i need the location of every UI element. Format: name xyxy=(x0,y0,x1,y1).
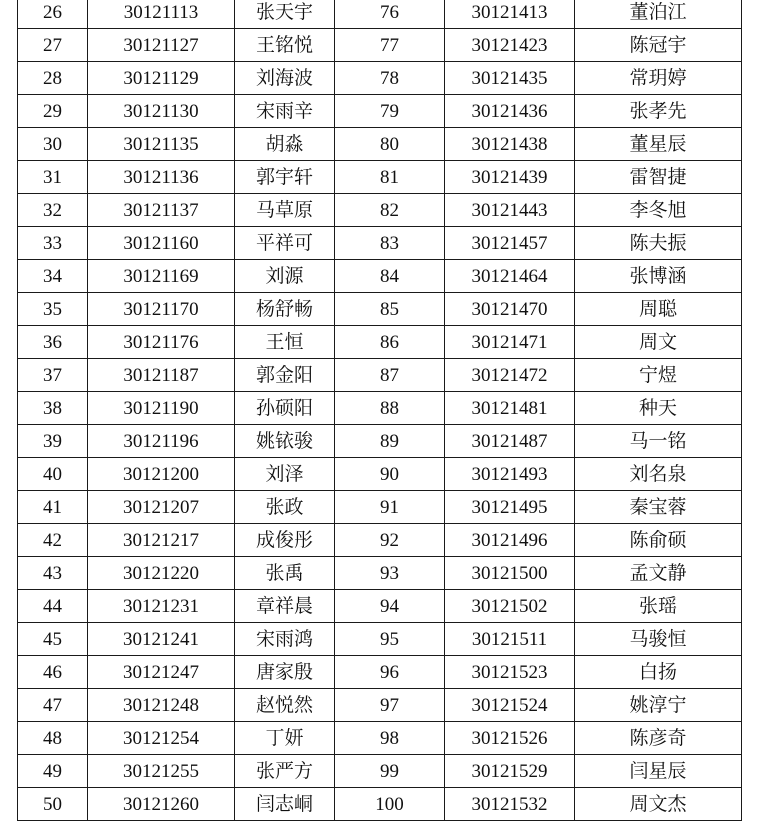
seq-number-cell: 99 xyxy=(335,755,445,788)
table-row xyxy=(18,194,742,227)
student-id-cell: 30121129 xyxy=(88,62,235,95)
student-name-cell: 秦宝蓉 xyxy=(575,491,742,524)
student-roster-table xyxy=(17,0,742,821)
student-name-cell: 陈夫振 xyxy=(575,227,742,260)
seq-number-cell: 29 xyxy=(18,95,88,128)
seq-number-cell: 90 xyxy=(335,458,445,491)
table-row xyxy=(18,491,742,524)
student-name-cell: 陈彦奇 xyxy=(575,722,742,755)
seq-number-cell: 97 xyxy=(335,689,445,722)
student-name-cell: 宋雨辛 xyxy=(235,95,335,128)
table-row xyxy=(18,689,742,722)
student-id-cell: 30121438 xyxy=(445,128,575,161)
student-name-cell: 张瑶 xyxy=(575,590,742,623)
seq-number-cell: 39 xyxy=(18,425,88,458)
student-name-cell: 马草原 xyxy=(235,194,335,227)
student-name-cell: 丁妍 xyxy=(235,722,335,755)
student-id-cell: 30121481 xyxy=(445,392,575,425)
table-row xyxy=(18,62,742,95)
seq-number-cell: 49 xyxy=(18,755,88,788)
student-id-cell: 30121511 xyxy=(445,623,575,656)
student-id-cell: 30121472 xyxy=(445,359,575,392)
roster-body xyxy=(18,0,742,821)
seq-number-cell: 43 xyxy=(18,557,88,590)
table-row xyxy=(18,29,742,62)
table-row xyxy=(18,755,742,788)
student-id-cell: 30121524 xyxy=(445,689,575,722)
student-id-cell: 30121260 xyxy=(88,788,235,821)
student-id-cell: 30121207 xyxy=(88,491,235,524)
student-name-cell: 种天 xyxy=(575,392,742,425)
student-name-cell: 刘海波 xyxy=(235,62,335,95)
student-id-cell: 30121471 xyxy=(445,326,575,359)
student-id-cell: 30121170 xyxy=(88,293,235,326)
seq-number-cell: 46 xyxy=(18,656,88,689)
student-id-cell: 30121169 xyxy=(88,260,235,293)
table-row xyxy=(18,95,742,128)
seq-number-cell: 45 xyxy=(18,623,88,656)
table-row xyxy=(18,788,742,821)
student-id-cell: 30121187 xyxy=(88,359,235,392)
student-name-cell: 张禹 xyxy=(235,557,335,590)
student-name-cell: 张孝先 xyxy=(575,95,742,128)
seq-number-cell: 78 xyxy=(335,62,445,95)
seq-number-cell: 33 xyxy=(18,227,88,260)
student-name-cell: 杨舒畅 xyxy=(235,293,335,326)
student-id-cell: 30121487 xyxy=(445,425,575,458)
student-id-cell: 30121439 xyxy=(445,161,575,194)
seq-number-cell: 94 xyxy=(335,590,445,623)
student-name-cell: 成俊彤 xyxy=(235,524,335,557)
student-name-cell: 陈冠宇 xyxy=(575,29,742,62)
student-id-cell: 30121470 xyxy=(445,293,575,326)
student-id-cell: 30121176 xyxy=(88,326,235,359)
student-name-cell: 张严方 xyxy=(235,755,335,788)
seq-number-cell: 42 xyxy=(18,524,88,557)
table-row xyxy=(18,458,742,491)
seq-number-cell: 30 xyxy=(18,128,88,161)
student-name-cell: 孟文静 xyxy=(575,557,742,590)
student-name-cell: 陈俞硕 xyxy=(575,524,742,557)
seq-number-cell: 82 xyxy=(335,194,445,227)
student-id-cell: 30121532 xyxy=(445,788,575,821)
student-id-cell: 30121241 xyxy=(88,623,235,656)
student-name-cell: 宋雨鸿 xyxy=(235,623,335,656)
seq-number-cell: 89 xyxy=(335,425,445,458)
student-id-cell: 30121231 xyxy=(88,590,235,623)
student-name-cell: 郭金阳 xyxy=(235,359,335,392)
student-name-cell: 马一铭 xyxy=(575,425,742,458)
table-row xyxy=(18,293,742,326)
student-name-cell: 孙硕阳 xyxy=(235,392,335,425)
student-id-cell: 30121137 xyxy=(88,194,235,227)
table-row xyxy=(18,161,742,194)
student-id-cell: 30121423 xyxy=(445,29,575,62)
student-name-cell: 常玥婷 xyxy=(575,62,742,95)
table-row xyxy=(18,425,742,458)
student-id-cell: 30121200 xyxy=(88,458,235,491)
seq-number-cell: 41 xyxy=(18,491,88,524)
table-row xyxy=(18,326,742,359)
seq-number-cell: 76 xyxy=(335,0,445,29)
student-id-cell: 30121493 xyxy=(445,458,575,491)
table-row xyxy=(18,590,742,623)
seq-number-cell: 40 xyxy=(18,458,88,491)
table-row xyxy=(18,227,742,260)
seq-number-cell: 28 xyxy=(18,62,88,95)
seq-number-cell: 44 xyxy=(18,590,88,623)
student-name-cell: 王恒 xyxy=(235,326,335,359)
seq-number-cell: 34 xyxy=(18,260,88,293)
seq-number-cell: 38 xyxy=(18,392,88,425)
seq-number-cell: 98 xyxy=(335,722,445,755)
student-id-cell: 30121130 xyxy=(88,95,235,128)
seq-number-cell: 83 xyxy=(335,227,445,260)
table-row xyxy=(18,260,742,293)
table-row xyxy=(18,722,742,755)
student-name-cell: 赵悦然 xyxy=(235,689,335,722)
student-id-cell: 30121220 xyxy=(88,557,235,590)
student-id-cell: 30121254 xyxy=(88,722,235,755)
student-id-cell: 30121464 xyxy=(445,260,575,293)
seq-number-cell: 84 xyxy=(335,260,445,293)
student-id-cell: 30121523 xyxy=(445,656,575,689)
seq-number-cell: 93 xyxy=(335,557,445,590)
student-id-cell: 30121496 xyxy=(445,524,575,557)
student-id-cell: 30121190 xyxy=(88,392,235,425)
student-id-cell: 30121248 xyxy=(88,689,235,722)
student-id-cell: 30121247 xyxy=(88,656,235,689)
seq-number-cell: 88 xyxy=(335,392,445,425)
table-row xyxy=(18,359,742,392)
student-id-cell: 30121196 xyxy=(88,425,235,458)
student-id-cell: 30121255 xyxy=(88,755,235,788)
seq-number-cell: 92 xyxy=(335,524,445,557)
student-name-cell: 董泊江 xyxy=(575,0,742,29)
student-id-cell: 30121500 xyxy=(445,557,575,590)
seq-number-cell: 27 xyxy=(18,29,88,62)
seq-number-cell: 50 xyxy=(18,788,88,821)
student-id-cell: 30121502 xyxy=(445,590,575,623)
student-id-cell: 30121457 xyxy=(445,227,575,260)
table-row xyxy=(18,392,742,425)
student-name-cell: 胡淼 xyxy=(235,128,335,161)
student-name-cell: 李冬旭 xyxy=(575,194,742,227)
student-name-cell: 周文杰 xyxy=(575,788,742,821)
student-name-cell: 王铭悦 xyxy=(235,29,335,62)
seq-number-cell: 31 xyxy=(18,161,88,194)
student-name-cell: 董星辰 xyxy=(575,128,742,161)
student-name-cell: 郭宇轩 xyxy=(235,161,335,194)
seq-number-cell: 79 xyxy=(335,95,445,128)
seq-number-cell: 80 xyxy=(335,128,445,161)
student-name-cell: 刘名泉 xyxy=(575,458,742,491)
seq-number-cell: 87 xyxy=(335,359,445,392)
table-row xyxy=(18,656,742,689)
seq-number-cell: 81 xyxy=(335,161,445,194)
seq-number-cell: 36 xyxy=(18,326,88,359)
student-name-cell: 张天宇 xyxy=(235,0,335,29)
student-id-cell: 30121413 xyxy=(445,0,575,29)
table-row xyxy=(18,0,742,29)
student-name-cell: 章祥晨 xyxy=(235,590,335,623)
seq-number-cell: 48 xyxy=(18,722,88,755)
student-name-cell: 白扬 xyxy=(575,656,742,689)
student-id-cell: 30121526 xyxy=(445,722,575,755)
student-name-cell: 周聪 xyxy=(575,293,742,326)
student-id-cell: 30121436 xyxy=(445,95,575,128)
student-name-cell: 雷智捷 xyxy=(575,161,742,194)
student-id-cell: 30121136 xyxy=(88,161,235,194)
seq-number-cell: 35 xyxy=(18,293,88,326)
table-row xyxy=(18,128,742,161)
seq-number-cell: 100 xyxy=(335,788,445,821)
student-id-cell: 30121113 xyxy=(88,0,235,29)
seq-number-cell: 96 xyxy=(335,656,445,689)
student-name-cell: 刘源 xyxy=(235,260,335,293)
seq-number-cell: 32 xyxy=(18,194,88,227)
student-name-cell: 刘泽 xyxy=(235,458,335,491)
student-id-cell: 30121135 xyxy=(88,128,235,161)
seq-number-cell: 85 xyxy=(335,293,445,326)
student-id-cell: 30121160 xyxy=(88,227,235,260)
seq-number-cell: 37 xyxy=(18,359,88,392)
seq-number-cell: 91 xyxy=(335,491,445,524)
seq-number-cell: 86 xyxy=(335,326,445,359)
student-id-cell: 30121127 xyxy=(88,29,235,62)
seq-number-cell: 77 xyxy=(335,29,445,62)
student-name-cell: 闫志峒 xyxy=(235,788,335,821)
student-name-cell: 姚淳宁 xyxy=(575,689,742,722)
seq-number-cell: 95 xyxy=(335,623,445,656)
student-name-cell: 宁煜 xyxy=(575,359,742,392)
student-name-cell: 平祥可 xyxy=(235,227,335,260)
student-id-cell: 30121529 xyxy=(445,755,575,788)
student-id-cell: 30121435 xyxy=(445,62,575,95)
seq-number-cell: 26 xyxy=(18,0,88,29)
student-name-cell: 马骏恒 xyxy=(575,623,742,656)
table-row xyxy=(18,557,742,590)
student-id-cell: 30121217 xyxy=(88,524,235,557)
student-name-cell: 唐家殷 xyxy=(235,656,335,689)
student-id-cell: 30121443 xyxy=(445,194,575,227)
table-row xyxy=(18,524,742,557)
seq-number-cell: 47 xyxy=(18,689,88,722)
student-name-cell: 张博涵 xyxy=(575,260,742,293)
student-name-cell: 张政 xyxy=(235,491,335,524)
table-row xyxy=(18,623,742,656)
student-id-cell: 30121495 xyxy=(445,491,575,524)
student-name-cell: 周文 xyxy=(575,326,742,359)
student-name-cell: 姚铱骏 xyxy=(235,425,335,458)
student-name-cell: 闫星辰 xyxy=(575,755,742,788)
